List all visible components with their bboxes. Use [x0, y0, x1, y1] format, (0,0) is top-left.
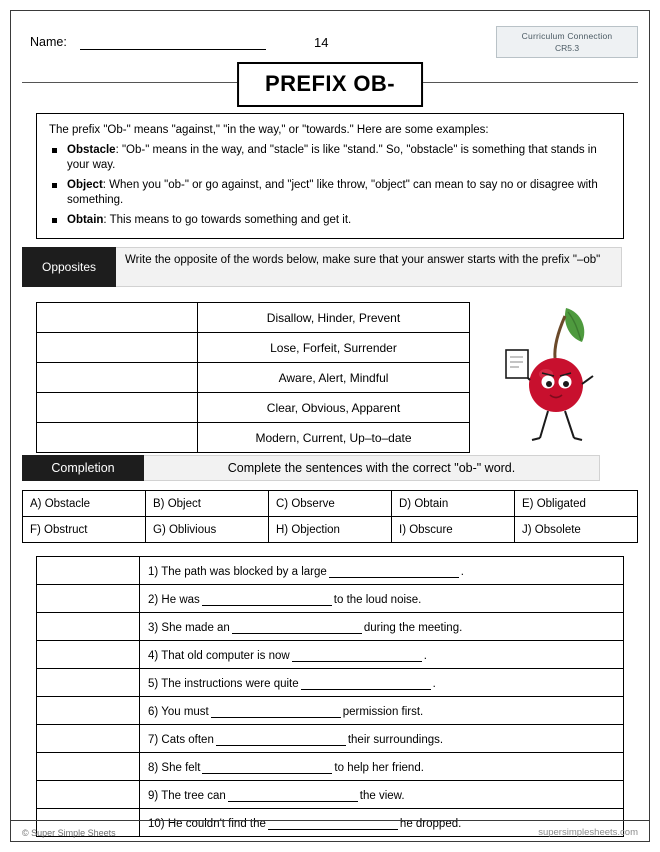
answer-cell[interactable] — [37, 585, 140, 613]
sentence-after: he dropped. — [399, 817, 462, 830]
sentence-before: 3) She made an — [148, 621, 230, 634]
table-row — [37, 809, 624, 837]
word-cell: Disallow, Hinder, Prevent — [198, 303, 470, 333]
table-row — [37, 363, 470, 393]
sentence-after: . — [432, 677, 436, 690]
sentence-after: their surroundings. — [347, 733, 444, 746]
table-row — [37, 585, 624, 613]
curriculum-connection-box — [496, 26, 638, 58]
page-title: PREFIX OB- — [265, 71, 395, 96]
answer-cell[interactable] — [37, 333, 198, 363]
word-bank-cell: B) Object — [146, 491, 269, 517]
word-bank-cell: E) Obligated — [515, 491, 638, 517]
table-row — [37, 781, 624, 809]
table-row — [37, 641, 624, 669]
word-cell: Modern, Current, Up–to–date — [198, 423, 470, 453]
sentence-before: 2) He was — [148, 593, 200, 606]
word-bank-cell: J) Obsolete — [515, 517, 638, 543]
sentence-blank[interactable] — [268, 816, 398, 830]
intro-bullet-list — [49, 143, 611, 228]
word-bank-cell: H) Objection — [269, 517, 392, 543]
sentence-cell — [140, 557, 624, 585]
sentence-after: . — [423, 649, 427, 662]
page-title-box — [237, 62, 423, 107]
sentence-blank[interactable] — [202, 592, 332, 606]
table-row — [37, 557, 624, 585]
sentence-cell — [140, 585, 624, 613]
answer-cell[interactable] — [37, 363, 198, 393]
sentence-after: the view. — [359, 789, 405, 802]
sentence-blank[interactable] — [301, 676, 431, 690]
completion-instruction: Complete the sentences with the correct "ob-" word. — [144, 455, 600, 481]
word-bank-cell: D) Obtain — [392, 491, 515, 517]
curriculum-code: CR5.3 — [554, 43, 580, 53]
footer-website: supersimplesheets.com — [538, 827, 638, 838]
sentence-before: 4) That old computer is now — [148, 649, 290, 662]
sentence-before: 8) She felt — [148, 761, 201, 774]
answer-cell[interactable] — [37, 753, 140, 781]
sentence-blank[interactable] — [202, 760, 332, 774]
curriculum-label: Curriculum Connection — [521, 31, 613, 41]
sentence-blank[interactable] — [228, 788, 358, 802]
answer-cell[interactable] — [37, 393, 198, 423]
word-cell: Clear, Obvious, Apparent — [198, 393, 470, 423]
answer-cell[interactable] — [37, 697, 140, 725]
square-bullet-icon — [52, 218, 57, 223]
sentence-before: 9) The tree can — [148, 789, 226, 802]
page-number: 14 — [314, 35, 329, 50]
table-row — [37, 423, 470, 453]
sentence-before: 10) He couldn't find the — [148, 817, 266, 830]
square-bullet-icon — [52, 148, 57, 153]
sentence-blank[interactable] — [211, 704, 341, 718]
bullet-text: : This means to go towards something and get it. — [103, 214, 352, 226]
table-row — [37, 669, 624, 697]
sentence-blank[interactable] — [216, 732, 346, 746]
intro-box — [36, 113, 624, 239]
sentence-blank[interactable] — [329, 564, 459, 578]
sentences-table — [36, 556, 624, 837]
sentence-cell — [140, 641, 624, 669]
bullet-word: Obtain — [67, 214, 104, 226]
name-label: Name: — [30, 35, 67, 49]
sentence-cell — [140, 725, 624, 753]
table-row — [37, 753, 624, 781]
name-input-line[interactable] — [80, 49, 266, 50]
worksheet-header — [22, 26, 638, 64]
sentence-cell — [140, 781, 624, 809]
bullet-text: : "Ob-" means in the way, and "stacle" is like "stand." So, "obstacle" is something that stands in your way. — [67, 144, 597, 171]
table-row — [23, 491, 638, 517]
opposites-table — [36, 302, 470, 453]
cherry-mascot-illustration — [492, 300, 612, 445]
list-item — [49, 178, 611, 208]
sentence-after: to the loud noise. — [333, 593, 422, 606]
list-item — [49, 143, 611, 173]
answer-cell[interactable] — [37, 423, 198, 453]
sentence-after: during the meeting. — [363, 621, 463, 634]
opposites-instruction: Write the opposite of the words below, make sure that your answer starts with the prefix "–ob" — [116, 247, 622, 287]
sentence-before: 6) You must — [148, 705, 209, 718]
sentence-before: 7) Cats often — [148, 733, 214, 746]
footer-copyright: © Super Simple Sheets — [22, 828, 116, 838]
bullet-word: Object — [67, 179, 103, 191]
answer-cell[interactable] — [37, 613, 140, 641]
table-row — [37, 725, 624, 753]
sentence-cell — [140, 613, 624, 641]
table-row — [37, 613, 624, 641]
bullet-text: : When you "ob-" or go against, and "ject" like throw, "object" can mean to say no or disagree with something. — [67, 179, 598, 206]
sentence-before: 1) The path was blocked by a large — [148, 565, 327, 578]
table-row — [37, 333, 470, 363]
sentence-cell — [140, 669, 624, 697]
table-row — [23, 517, 638, 543]
word-bank-cell: C) Observe — [269, 491, 392, 517]
table-row — [37, 697, 624, 725]
table-row — [37, 303, 470, 333]
sentence-after: . — [460, 565, 464, 578]
square-bullet-icon — [52, 183, 57, 188]
word-bank-table — [22, 490, 638, 543]
word-cell: Aware, Alert, Mindful — [198, 363, 470, 393]
answer-cell[interactable] — [37, 557, 140, 585]
list-item — [49, 213, 611, 228]
completion-section-header — [22, 455, 600, 481]
word-bank-cell: I) Obscure — [392, 517, 515, 543]
sentence-after: to help her friend. — [334, 761, 424, 774]
sentence-blank[interactable] — [232, 620, 362, 634]
bullet-word: Obstacle — [67, 144, 116, 156]
table-row — [37, 393, 470, 423]
opposites-tag: Opposites — [22, 247, 116, 287]
word-bank-cell: F) Obstruct — [23, 517, 146, 543]
sentence-after: permission first. — [342, 705, 424, 718]
completion-tag: Completion — [22, 455, 144, 481]
word-bank-cell: G) Oblivious — [146, 517, 269, 543]
sentence-blank[interactable] — [292, 648, 422, 662]
answer-cell[interactable] — [37, 641, 140, 669]
intro-lead: The prefix "Ob-" means "against," "in the way," or "towards." Here are some examples: — [49, 124, 489, 136]
answer-cell[interactable] — [37, 303, 198, 333]
answer-cell[interactable] — [37, 669, 140, 697]
word-bank-cell: A) Obstacle — [23, 491, 146, 517]
answer-cell[interactable] — [37, 725, 140, 753]
sentence-cell — [140, 753, 624, 781]
sentence-cell — [140, 697, 624, 725]
opposites-section-header — [22, 247, 622, 287]
footer-divider — [11, 820, 649, 821]
sentence-before: 5) The instructions were quite — [148, 677, 299, 690]
word-cell: Lose, Forfeit, Surrender — [198, 333, 470, 363]
answer-cell[interactable] — [37, 781, 140, 809]
